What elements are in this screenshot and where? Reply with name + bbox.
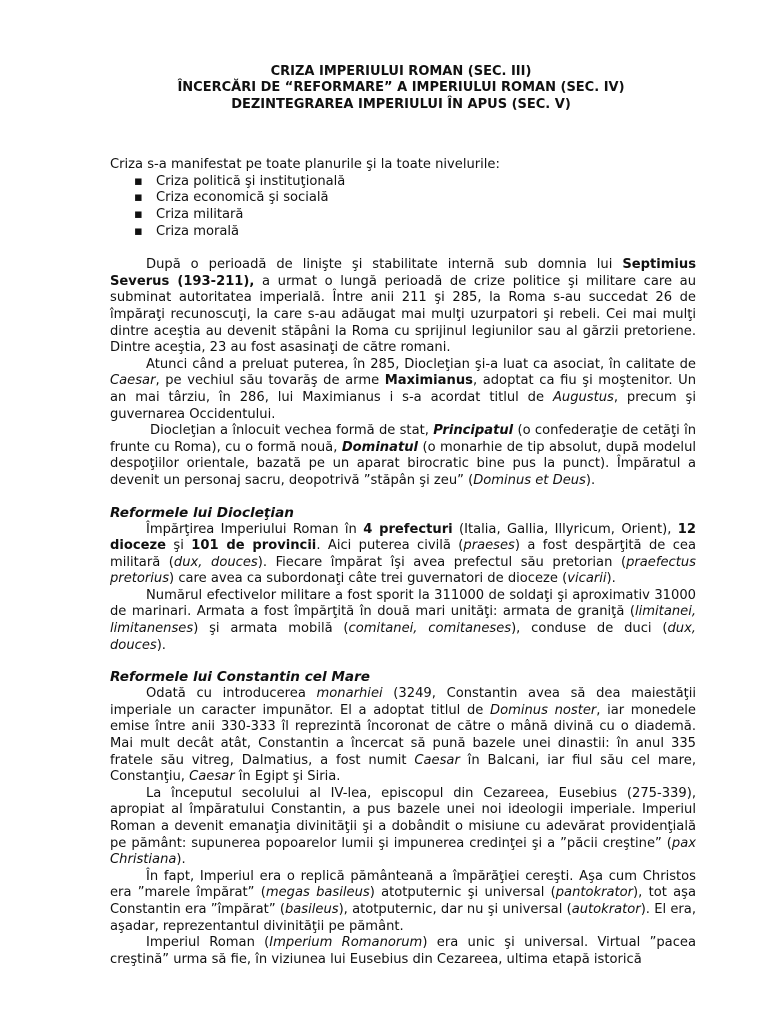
title-line-3: DEZINTEGRAREA IMPERIULUI ÎN APUS (SEC. V): [231, 96, 571, 112]
title-line-1: CRIZA IMPERIULUI ROMAN (SEC. III): [270, 64, 532, 79]
document-page: [110, 64, 696, 968]
title-line-2: ÎNCERCĂRI DE “REFORMARE” A IMPERIULUI ROMAN (SEC. IV): [177, 80, 625, 96]
paragraph-imperium: Imperiul Roman (Imperium Romanorum) era unic şi universal. Virtual ”pacea creştină” urma să fie, în viziunea lui Eusebius din Cezareea, ultima etapă istorică: [110, 935, 696, 967]
section-heading-constantine: Reformele lui Constantin cel Mare: [110, 669, 370, 686]
intro-line: Criza s-a manifestat pe toate planurile şi la toate nivelurile:: [110, 157, 500, 173]
paragraph-replica: În fapt, Imperiul era o replică pământeană a împărăţiei cereşti. Aşa cum Christos era ”marele împărat” (megas basileus) atotputernic şi universal (pantokrator), tot aşa Constantin era ”împărat” (basileus), atotputernic, dar nu şi universal (autokrator). El era, aşadar, reprezentantul divinităţii pe pământ.: [110, 868, 696, 934]
list-item: ▪ Criza economică şi socială: [134, 190, 696, 207]
paragraph-diocletian-associate: Atunci când a preluat puterea, în 285, Diocleţian şi-a luat ca asociat, în calitate de Caesar, pe vechiul său tovarăş de arme Maximianus, adoptat ca fiu şi moştenitor. Un an mai târziu, în 286, lui Maximianus i s-a acordat titlul de Augustus, precum şi guvernarea Occidentului.: [110, 356, 696, 422]
paragraph-prefectures: Împărţirea Imperiului Roman în 4 prefecturi (Italia, Gallia, Illyricum, Orient), 12 dioceze şi 101 de provincii. Aici puterea civilă (praeses) a fost despărţită de cea militară (dux, douces). Fiecare împărat îşi avea prefectul său pretorian (praefectus pretorius) care avea ca subordonaţi câte trei guvernatori de dioceze (vicarii).: [110, 521, 697, 587]
paragraph-eusebius: La începutul secolului al IV-lea, episcopul din Cezareea, Eusebius (275-339), apropiat al împăratului Constantin, a pus bazele unei noi ideologii imperiale. Imperiul Roman a devenit emanaţia divinităţii şi a dobândit o misiune cu adevărat providenţială pe pământ: supunerea popoarelor lumii şi impunerea credinţei şi a ”păcii creştine” (pax Christiana).: [110, 785, 696, 868]
paragraph-septimius: După o perioadă de linişte şi stabilitate internă sub domnia lui Septimius Severus (193-211), a urmat o lungă perioadă de crize politice şi militare care au subminat autoritatea imperială. Între anii 211 şi 285, la Roma s-au succedat 26 de împăraţi recunoscuţi, la care s-au adăugat mai mulţi uzurpatori şi rebeli. Cei mai mulţi dintre aceştia au devenit stăpâni la Roma cu sprijinul legiunilor sau al gărzii pretoriene. Dintre aceştia, 23 au fost asasinaţi de către romani.: [110, 257, 696, 356]
paragraph-monarchy: Odată cu introducerea monarhiei (3249, Constantin avea să dea maiestăţii imperiale un caracter impunător. El a adoptat titlul de Dominus noster, iar monedele emise între anii 330-333 îl reprezintă încoronat de către o mână divină cu o diademă. Mai mult decât atât, Constantin a încercat să pună bazele unei dinastii: în anul 335 fratele său vitreg, Dalmatius, a fost numit Caesar în Balcani, iar fiul său cel mare, Constanţiu, Caesar în Egipt şi Siria.: [110, 686, 696, 785]
list-item: ▪ Criza morală: [134, 224, 696, 241]
paragraph-army: Numărul efectivelor militare a fost sporit la 311000 de soldaţi şi aproximativ 31000 de marinari. Armata a fost împărţită în două mari unităţi: armata de graniţă (limitanei, limitanenses) şi armata mobilă (comitanei, comitaneses), conduse de duci (dux, douces).: [110, 587, 696, 653]
document-title-block: [106, 64, 696, 113]
paragraph-dominat: Diocleţian a înlocuit vechea formă de stat, Principatul (o confederaţie de cetăţi în frunte cu Roma), cu o formă nouă, Dominatul (o monarhie de tip absolut, după modelul despoţiilor orientale, bazată pe un aparat birocratic bine pus la punct). Împăratul a devenit un personaj sacru, deopotrivă ”stăpân şi zeu” (Dominus et Deus).: [110, 423, 696, 488]
section-heading-diocletian: Reformele lui Diocleţian: [110, 504, 294, 521]
crisis-list: [110, 174, 696, 240]
list-item: ▪ Criza politică şi instituţională: [134, 174, 696, 191]
list-item: ▪ Criza militară: [134, 207, 696, 224]
